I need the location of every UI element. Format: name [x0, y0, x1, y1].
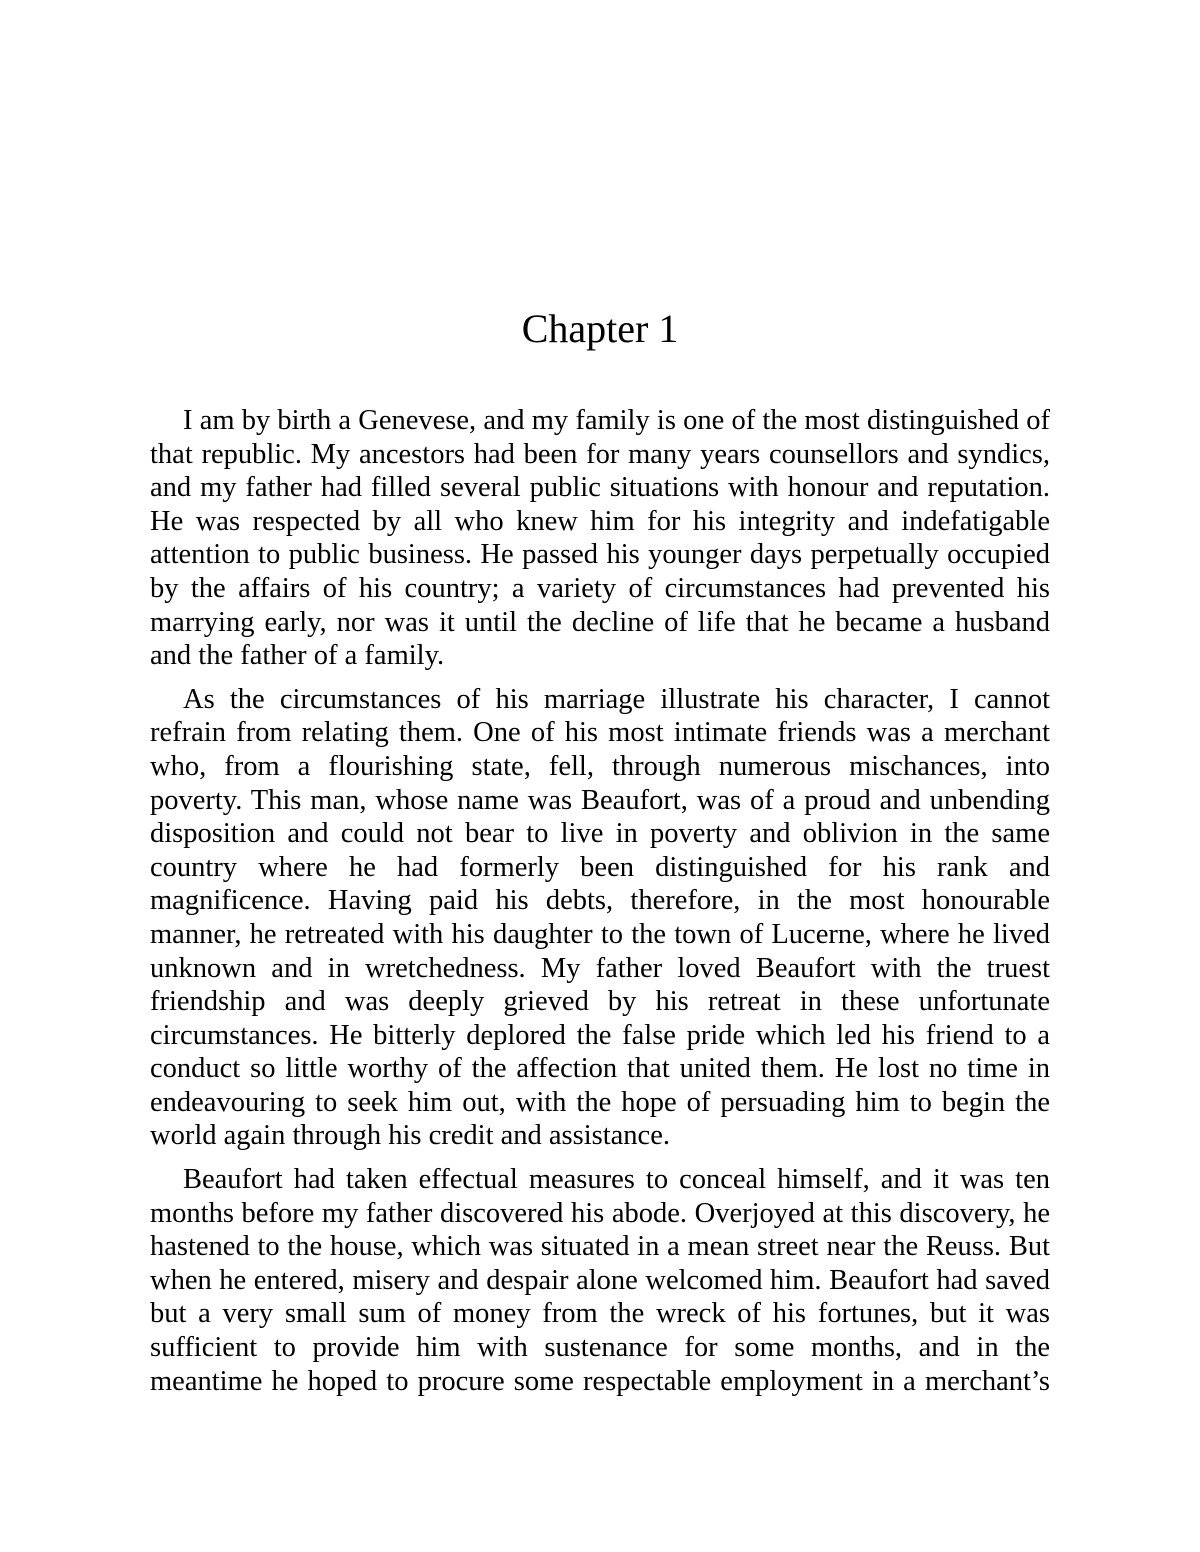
page-content — [150, 0, 1050, 1398]
chapter-title: Chapter 1 — [521, 306, 679, 351]
paragraph: As the circumstances of his marriage illustrate his character, I cannot refrain from relating them. One of his most intimate friends was a merchant who, from a flourishing state, fell, through numerous mischances, into poverty. This man, whose name was Beaufort, was of a proud and unbending disposition and could not bear to live in poverty and oblivion in the same country where he had formerly been distinguished for his rank and magnificence. Having paid his debts, therefore, in the most honourable manner, he retreated with his daughter to the town of Lucerne, where he lived unknown and in wretchedness. My father loved Beaufort with the truest friendship and was deeply grieved by his retreat in these unfortunate circumstances. He bitterly deplored the false pride which led his friend to a conduct so little worthy of the affection that united them. He lost no time in endeavouring to seek him out, with the hope of persuading him to begin the world again through his credit and assistance. — [150, 683, 1050, 1152]
chapter-body — [150, 404, 1050, 1398]
paragraph: Beaufort had taken effectual measures to conceal himself, and it was ten months before my father discovered his abode. Overjoyed at this discovery, he hastened to the house, which was situated in a mean street near the Reuss. But when he entered, misery and despair alone welcomed him. Beaufort had saved but a very small sum of money from the wreck of his fortunes, but it was sufficient to provide him with sustenance for some months, and in the meantime he hoped to procure some respectable employment in a merchant’s — [150, 1164, 1050, 1397]
paragraph: I am by birth a Genevese, and my family is one of the most distinguished of that republic. My ancestors had been for many years counsellors and syndics, and my father had filled several public situations with honour and reputation. He was respected by all who knew him for his integrity and indefatigable attention to public business. He passed his younger days perpetually occupied by the affairs of his country; a variety of circumstances had prevented his marrying early, nor was it until the decline of life that he became a husband and the father of a family. — [150, 405, 1050, 672]
